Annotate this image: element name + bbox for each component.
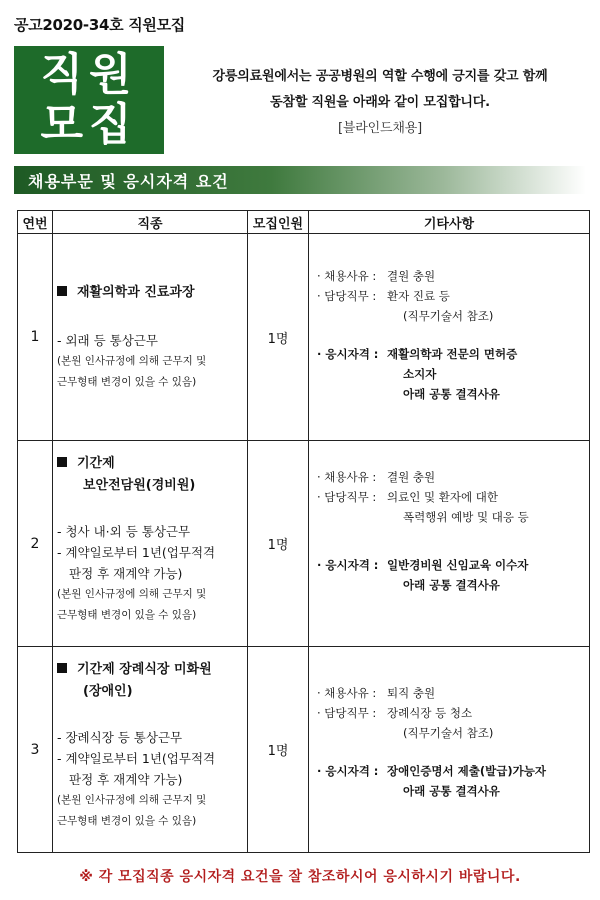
- table-header-row: [18, 211, 590, 234]
- row-number: 3: [18, 647, 53, 853]
- job-note: (본원 인사규정에 의해 근무지 및: [57, 355, 207, 367]
- duty-value: 환자 진료 등: [387, 289, 450, 303]
- duty-label: · 담당직무 :: [317, 490, 377, 504]
- job-duty: - 청사 내·외 등 통상근무: [57, 524, 191, 539]
- logo-line1: 직원: [40, 49, 138, 100]
- job-note: (본원 인사규정에 의해 근무지 및: [57, 794, 207, 806]
- duty-value: 의료인 및 환자에 대한: [387, 490, 498, 504]
- job-cell: [53, 647, 248, 853]
- job-duty: - 계약일로부터 1년(업무적격: [57, 545, 216, 560]
- duty-label: · 담당직무 :: [317, 289, 377, 303]
- reason-value: 퇴직 충원: [387, 686, 436, 700]
- square-bullet-icon: [57, 457, 67, 467]
- headcount: 1명: [248, 647, 309, 853]
- section-header: [14, 166, 586, 194]
- duty-value: (직무기술서 참조): [403, 726, 494, 740]
- table-row: [18, 441, 590, 647]
- qualification-value: 아래 공통 결격사유: [403, 784, 500, 798]
- intro-text: [170, 64, 590, 142]
- job-title: (장애인): [83, 684, 133, 699]
- reason-label: · 채용사유 :: [317, 470, 377, 484]
- recruitment-table: [17, 210, 590, 853]
- reason-value: 결원 충원: [387, 269, 436, 283]
- section-title: 채용부문 및 응시자격 요건: [28, 172, 229, 191]
- etc-cell: [309, 441, 590, 647]
- square-bullet-icon: [57, 663, 67, 673]
- qualification-value: 아래 공통 결격사유: [403, 387, 500, 401]
- footer-notice: ※ 각 모집직종 응시자격 요건을 잘 참조하시어 응시하시기 바랍니다.: [79, 869, 521, 885]
- row-number: 1: [18, 234, 53, 441]
- qualification-value: 소지자: [403, 367, 437, 381]
- etc-cell: [309, 234, 590, 441]
- job-title: 기간제: [53, 453, 247, 475]
- reason-label: · 채용사유 :: [317, 269, 377, 283]
- job-duty: 판정 후 재계약 가능): [69, 772, 183, 787]
- job-duty: - 외래 등 통상근무: [57, 333, 158, 348]
- job-duty: - 계약일로부터 1년(업무적격: [57, 751, 216, 766]
- job-note: 근무형태 변경이 있을 수 있음): [57, 815, 197, 827]
- job-cell: [53, 234, 248, 441]
- qualification-value: 재활의학과 전문의 면허증: [387, 347, 518, 361]
- job-note: 근무형태 변경이 있을 수 있음): [57, 609, 197, 621]
- qualification-value: 일반경비원 신임교육 이수자: [387, 558, 529, 572]
- qualification-value: 장애인증명서 제출(발급)가능자: [387, 764, 546, 778]
- header-job: 직종: [53, 211, 248, 234]
- header-count: 모집인원: [248, 211, 309, 234]
- job-note: (본원 인사규정에 의해 근무지 및: [57, 588, 207, 600]
- qualification-label: · 응시자격 :: [317, 347, 379, 361]
- row-number: 2: [18, 441, 53, 647]
- job-duty: 판정 후 재계약 가능): [69, 566, 183, 581]
- notice-title: 공고2020-34호 직원모집: [14, 16, 186, 34]
- duty-value: 폭력행위 예방 및 대응 등: [403, 510, 529, 524]
- intro-line1: 강릉의료원에서는 공공병원의 역할 수행에 긍지를 갖고 함께: [212, 69, 548, 84]
- square-bullet-icon: [57, 286, 67, 296]
- intro-line2: 동참할 직원을 아래와 같이 모집합니다.: [270, 95, 490, 110]
- reason-value: 결원 충원: [387, 470, 436, 484]
- recruitment-logo: [14, 46, 164, 154]
- blind-recruitment-label: [블라인드채용]: [338, 121, 422, 136]
- job-cell: [53, 441, 248, 647]
- headcount: 1명: [248, 441, 309, 647]
- job-note: 근무형태 변경이 있을 수 있음): [57, 376, 197, 388]
- header-etc: 기타사항: [309, 211, 590, 234]
- duty-value: (직무기술서 참조): [403, 309, 494, 323]
- qualification-label: · 응시자격 :: [317, 558, 379, 572]
- etc-cell: [309, 647, 590, 853]
- duty-label: · 담당직무 :: [317, 706, 377, 720]
- headcount: 1명: [248, 234, 309, 441]
- job-title: 재활의학과 진료과장: [53, 282, 247, 304]
- qualification-value: 아래 공통 결격사유: [403, 578, 500, 592]
- qualification-label: · 응시자격 :: [317, 764, 379, 778]
- reason-label: · 채용사유 :: [317, 686, 377, 700]
- table-row: [18, 234, 590, 441]
- table-row: [18, 647, 590, 853]
- job-duty: - 장례식장 등 통상근무: [57, 730, 183, 745]
- job-title: 보안전담원(경비원): [83, 478, 196, 493]
- header-number: 연번: [18, 211, 53, 234]
- logo-line2: 모집: [40, 99, 138, 150]
- job-title: 기간제 장례식장 미화원: [53, 659, 247, 681]
- duty-value: 장례식장 등 청소: [387, 706, 473, 720]
